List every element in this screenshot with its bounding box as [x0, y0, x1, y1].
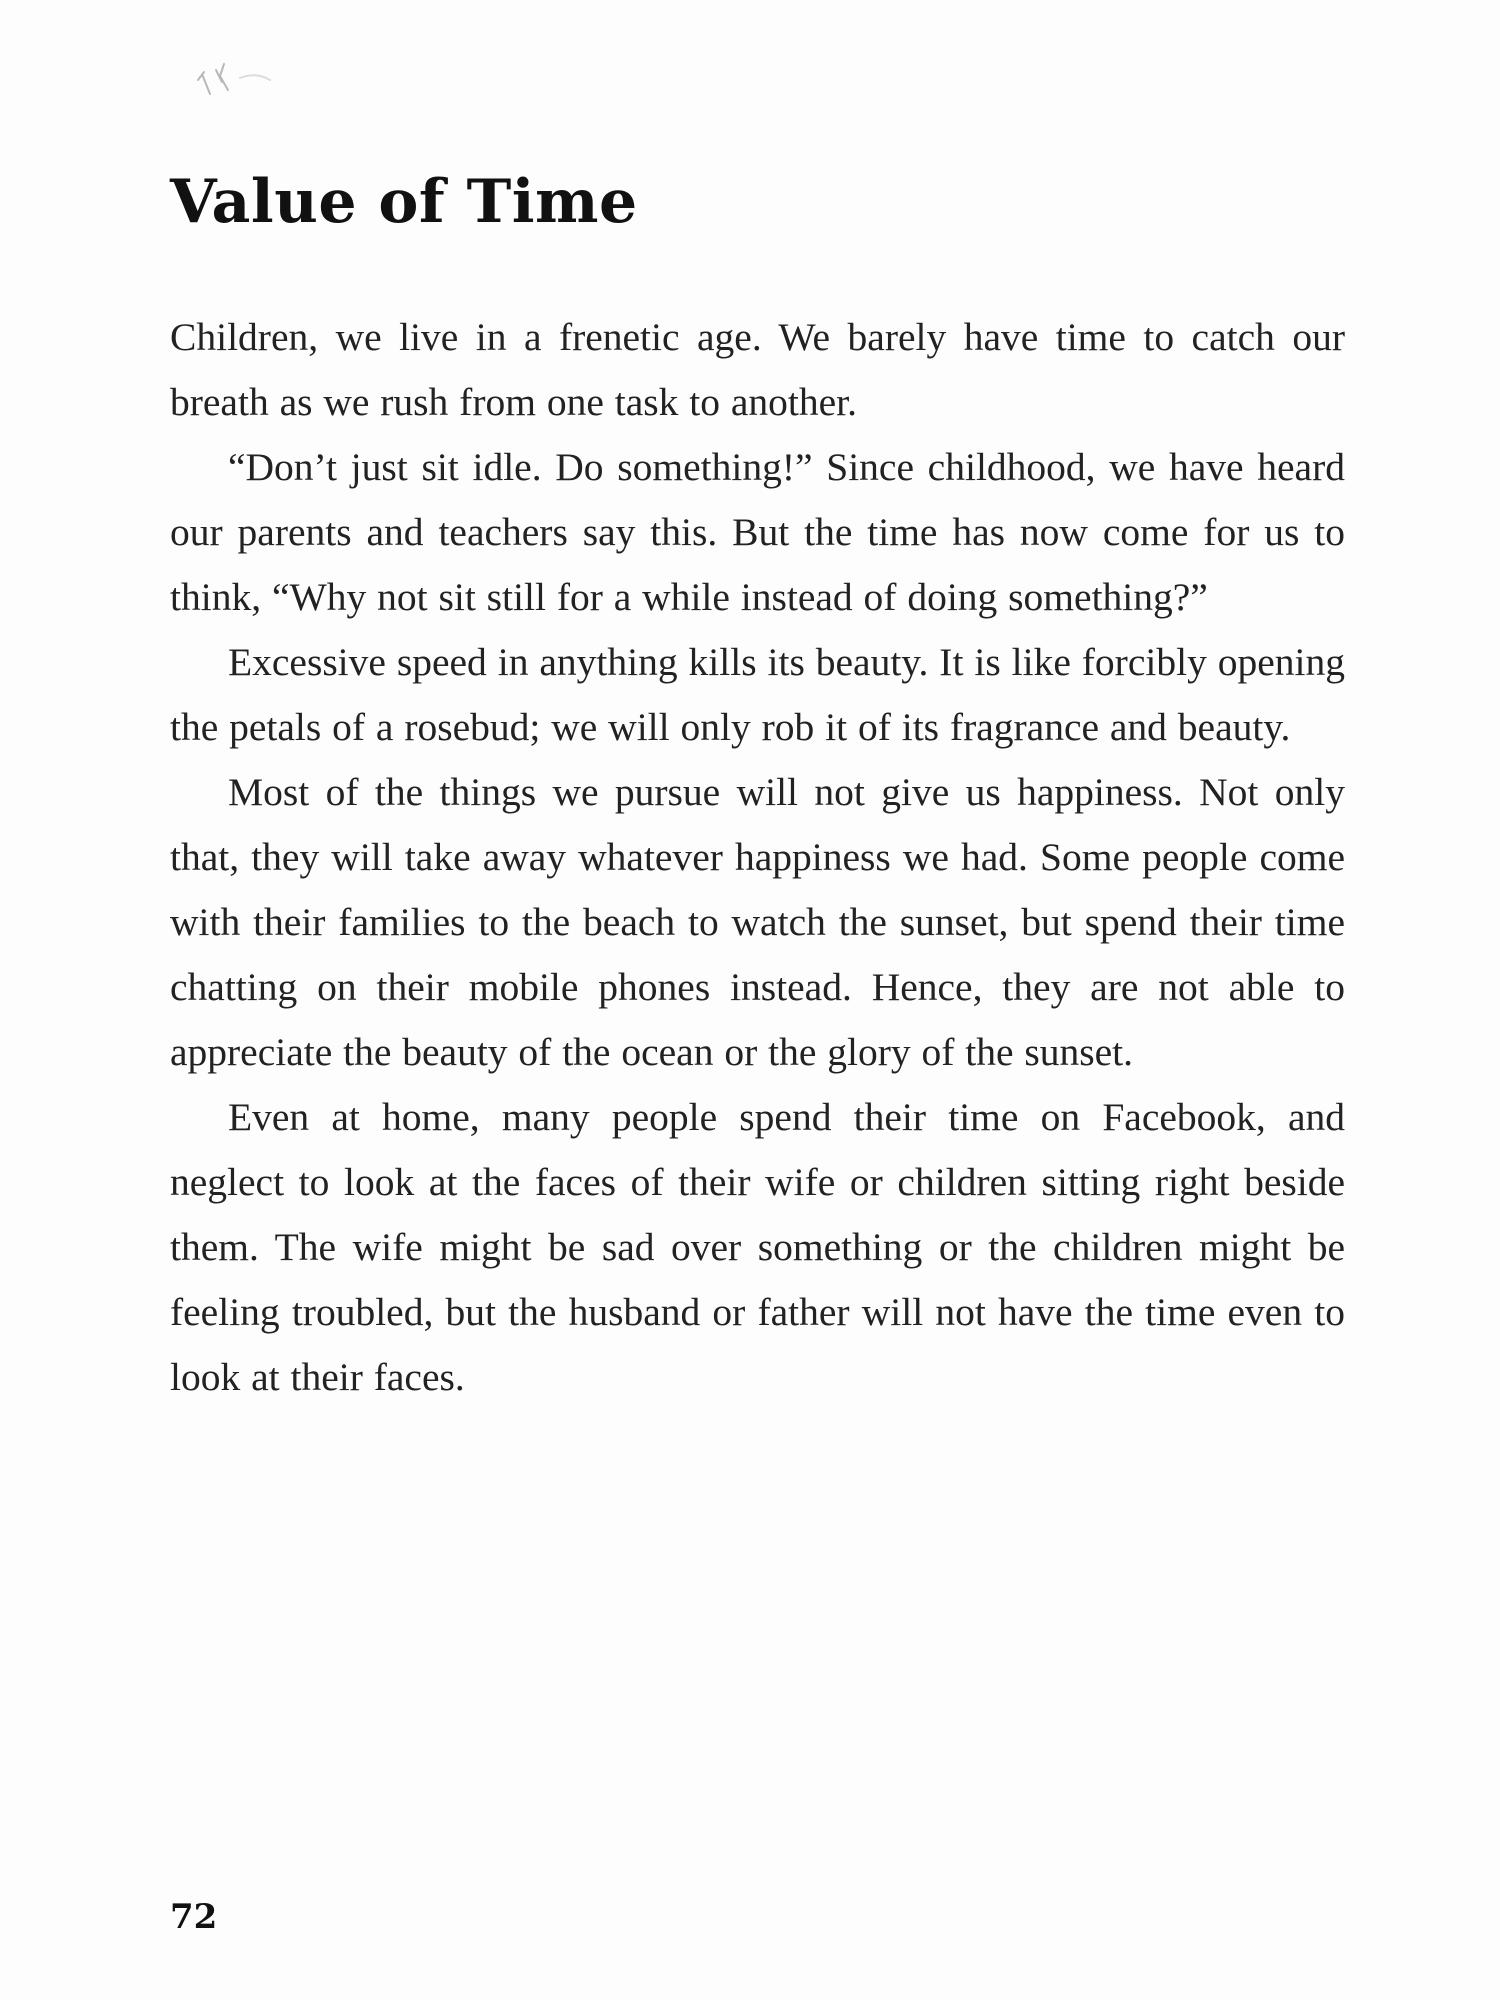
paragraph-2: “Don’t just sit idle. Do something!” Since childhood, we have heard our parents and teachers say this. But the time has now come for us to think, “Why not sit still for a while instead of doing something?” [170, 445, 1345, 619]
pencil-scribble-mark [190, 50, 330, 110]
body-text [170, 305, 1345, 1410]
paragraph-1: Children, we live in a frenetic age. We barely have time to catch our breath as we rush from one task to another. [170, 315, 1345, 424]
paragraph-4: Most of the things we pursue will not give us happiness. Not only that, they will take away whatever happiness we had. Some people come with their families to the beach to watch the sunset, but spend their time chatting on their mobile phones instead. Hence, they are not able to appreciate the beauty of the ocean or the glory of the sunset. [170, 770, 1345, 1074]
paragraph-5: Even at home, many people spend their time on Facebook, and neglect to look at the faces of their wife or children sitting right beside them. The wife might be sad over something or the children might be feeling troubled, but the husband or father will not have the time even to look at their faces. [170, 1095, 1345, 1399]
paragraph-3: Excessive speed in anything kills its beauty. It is like forcibly opening the petals of a rosebud; we will only rob it of its fragrance and beauty. [170, 640, 1345, 749]
chapter-title: Value of Time [170, 167, 638, 237]
page-number: 72 [170, 1897, 218, 1937]
